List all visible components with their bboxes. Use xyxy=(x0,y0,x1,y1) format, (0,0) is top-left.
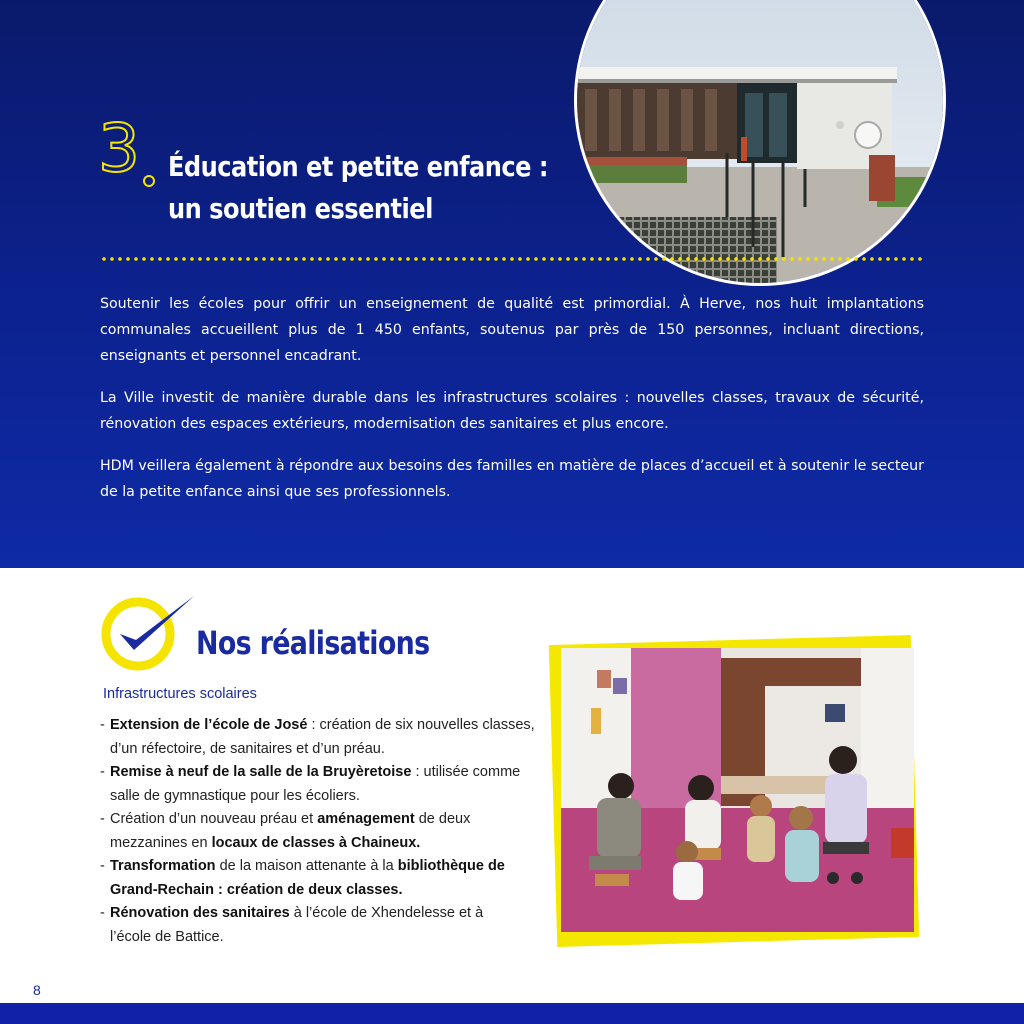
realisations-list xyxy=(100,714,560,949)
item-highlight: bibliothèque de xyxy=(397,858,505,874)
section-title-line-2: un soutien essentiel xyxy=(168,192,433,225)
intro-paragraph-2: La Ville investit de manière durable dans les infrastructures scolaires : nouvelles classes, travaux de sécurité, rénovation des espaces extérieurs, modernisation des sanitaires et plus encore. xyxy=(100,390,924,432)
item-text: d’un réfectoire, de sanitaires et d’un préau. xyxy=(110,740,385,757)
intro-paragraph-3: HDM veillera également à répondre aux besoins des familles en matière de places d’accueil et à soutenir le secteur de la petite enfance ainsi que ses professionnels. xyxy=(100,458,924,500)
intro-paragraph-1: Soutenir les écoles pour offrir un enseignement de qualité est primordial. À Herve, nos huit implantations communales accueillent plus de 1 450 enfants, soutenus par près de 150 personnes, incluant directions, enseignants et personnel encadrant. xyxy=(100,296,924,364)
item-highlight: Remise à neuf de la salle de la Bruyèretoise xyxy=(110,764,412,780)
item-text: : utilisée comme xyxy=(411,764,521,780)
dotted-divider xyxy=(100,256,924,262)
checkmark-circle-icon xyxy=(98,590,200,672)
item-text: Création d’un nouveau préau et xyxy=(110,811,318,827)
list-item xyxy=(100,902,560,949)
item-text: : création de six nouvelles classes, xyxy=(307,717,535,733)
item-text: à l’école de Xhendelesse et à xyxy=(289,905,484,921)
footer-bar xyxy=(0,1003,1024,1024)
section-number: 3 xyxy=(98,110,140,187)
item-text: de deux xyxy=(414,811,471,827)
item-highlight: Rénovation des sanitaires xyxy=(110,905,290,921)
item-text: de la maison attenante à la xyxy=(215,858,398,874)
intro-text xyxy=(100,291,924,505)
realisations-title: Nos réalisations xyxy=(196,624,430,662)
classroom-illustration xyxy=(561,648,914,932)
classroom-photo xyxy=(561,648,914,932)
item-text: l’école de Battice. xyxy=(110,928,224,945)
item-text: salle de gymnastique pour les écoliers. xyxy=(110,787,360,804)
list-item xyxy=(100,714,560,761)
section-title-line-1: Éducation et petite enfance : xyxy=(168,150,548,183)
item-highlight: aménagement xyxy=(317,811,415,827)
item-text: mezzanines en xyxy=(110,834,212,851)
list-item xyxy=(100,808,560,855)
item-highlight: locaux de classes à Chaineux. xyxy=(211,834,421,851)
item-highlight: Grand-Rechain : création de deux classes. xyxy=(110,881,403,898)
school-building-photo xyxy=(574,0,946,286)
list-item xyxy=(100,761,560,808)
item-highlight: Transformation xyxy=(110,858,216,874)
section-title xyxy=(168,146,548,230)
item-highlight: Extension de l’école de José xyxy=(110,717,308,733)
infrastructure-subheading: Infrastructures scolaires xyxy=(103,686,257,702)
list-item xyxy=(100,855,560,902)
page-number: 8 xyxy=(33,982,41,998)
school-building-illustration xyxy=(577,0,946,286)
section-number-dot xyxy=(143,175,155,187)
